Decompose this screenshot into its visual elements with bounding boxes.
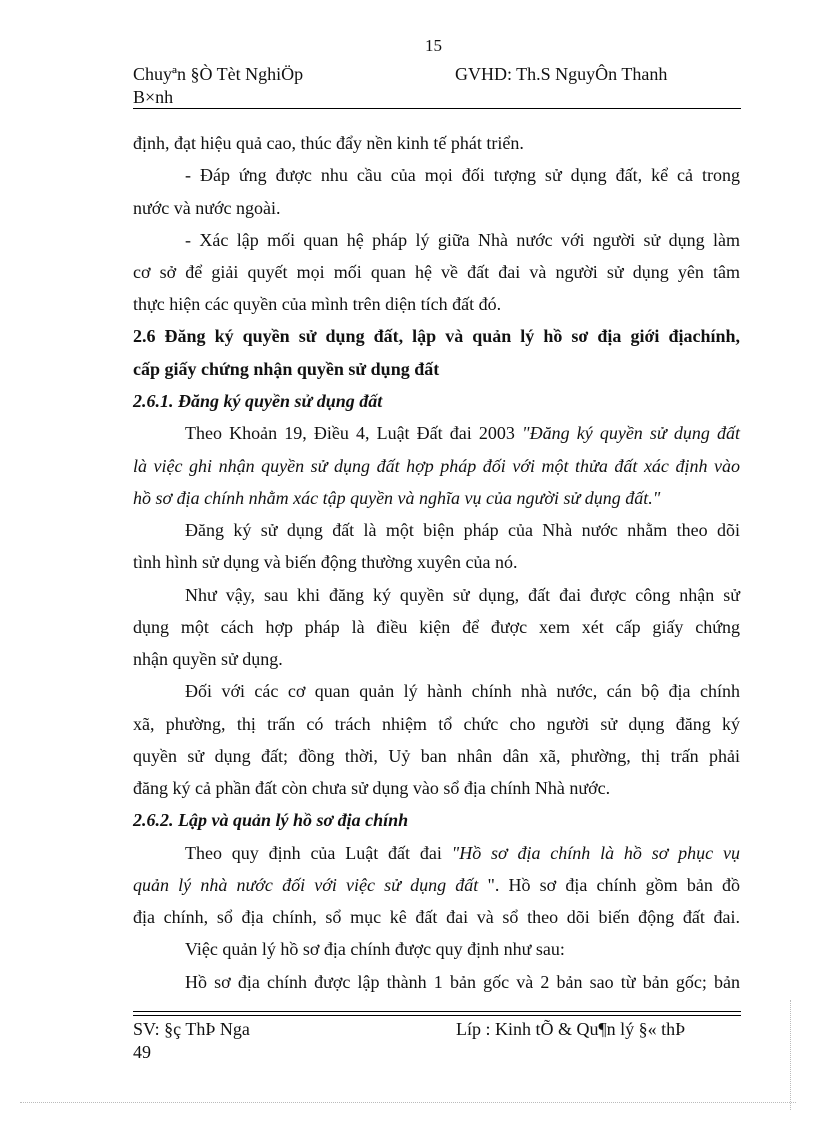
text-line: - Đáp ứng được nhu cầu của mọi đối tượng sử dụng đất, kể cả trong xyxy=(185,165,740,185)
header-supervisor: GVHD: Th.S NguyÔn Thanh xyxy=(455,64,668,84)
footer-student: SV: §ç ThÞ Nga xyxy=(133,1019,250,1039)
text-line: Như vậy, sau khi đăng ký quyền sử dụng, đất đai được công nhận sử xyxy=(185,585,740,605)
quote-line: hồ sơ địa chính nhằm xác tập quyền và nghĩa vụ của người sử dụng đất." xyxy=(133,488,661,508)
footer-class: Líp : Kinh tÕ & Qu¶n lý §« thÞ xyxy=(456,1019,686,1039)
footer-student-id: 49 xyxy=(133,1042,151,1062)
text-line: thực hiện các quyền của mình trên diện tích đất đó. xyxy=(133,294,502,314)
footer-rule-double xyxy=(133,1015,741,1016)
page-edge-dotted xyxy=(20,1102,796,1103)
text-line: xã, phường, thị trấn có trách nhiệm tổ chức cho người sử dụng đăng ký xyxy=(133,714,740,734)
text-line: Đối với các cơ quan quản lý hành chính nhà nước, cán bộ địa chính xyxy=(185,681,740,701)
text-line: quyền sử dụng đất; đồng thời, Uỷ ban nhân dân xã, phường, thị trấn phải xyxy=(133,746,740,766)
section-heading-2-6: 2.6 Đăng ký quyền sử dụng đất, lập và quản lý hồ sơ địa giới địachính, xyxy=(133,326,740,346)
text-line: nhận quyền sử dụng. xyxy=(133,649,283,669)
text-line: tình hình sử dụng và biến động thường xuyên của nó. xyxy=(133,552,518,572)
text-line: Hồ sơ địa chính được lập thành 1 bản gốc và 2 bản sao từ bản gốc; bản xyxy=(185,972,740,992)
header-rule xyxy=(133,108,741,109)
header-title: Chuyªn §Ò Tèt NghiÖp xyxy=(133,64,304,84)
text-line: quản lý nhà nước đối với việc sử dụng đất ". Hồ sơ địa chính gồm bản đồ xyxy=(133,875,741,895)
text-line: Theo Khoản 19, Điều 4, Luật Đất đai 2003 "Đăng ký quyền sử dụng đất xyxy=(185,423,740,443)
text-line: - Xác lập mối quan hệ pháp lý giữa Nhà nước với người sử dụng làm xyxy=(185,230,740,250)
text-line: định, đạt hiệu quả cao, thúc đẩy nền kinh tế phát triển. xyxy=(133,133,524,153)
subsection-heading-2-6-2: 2.6.2. Lập và quản lý hồ sơ địa chính xyxy=(133,810,409,830)
text-line: cơ sở để giải quyết mọi mối quan hệ về đất đai và người sử dụng yên tâm xyxy=(133,262,740,282)
text-line: nước và nước ngoài. xyxy=(133,198,281,218)
footer-rule xyxy=(133,1011,741,1012)
text-line: Việc quản lý hồ sơ địa chính được quy định như sau: xyxy=(185,939,565,959)
page-edge-dotted-vertical xyxy=(790,1000,791,1110)
text-line: Đăng ký sử dụng đất là một biện pháp của Nhà nước nhằm theo dõi xyxy=(185,520,740,540)
text-line: đăng ký cả phần đất còn chưa sử dụng vào sổ địa chính Nhà nước. xyxy=(133,778,611,798)
page-number: 15 xyxy=(425,36,442,55)
text-line: Theo quy định của Luật đất đai "Hồ sơ địa chính là hồ sơ phục vụ xyxy=(185,843,740,863)
header-supervisor-continued: B×nh xyxy=(133,87,174,107)
section-heading-2-6-continued: cấp giấy chứng nhận quyền sử dụng đất xyxy=(133,359,440,379)
text-line: dụng một cách hợp pháp là điều kiện để được xem xét cấp giấy chứng xyxy=(133,617,740,637)
quote-line: là việc ghi nhận quyền sử dụng đất hợp pháp đối với một thửa đất xác định vào xyxy=(133,456,740,476)
text-line: địa chính, sổ địa chính, sổ mục kê đất đai và sổ theo dõi biến động đất đai. xyxy=(133,907,740,927)
subsection-heading-2-6-1: 2.6.1. Đăng ký quyền sử dụng đất xyxy=(133,391,383,411)
